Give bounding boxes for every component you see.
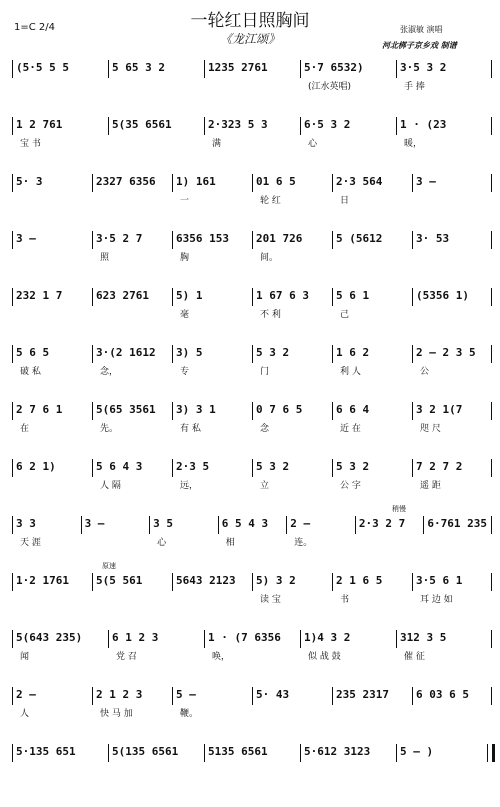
lyric: 快 马 加 bbox=[100, 709, 133, 719]
lyric: 一 bbox=[180, 196, 190, 206]
measure: 3 — bbox=[84, 517, 105, 530]
barline bbox=[108, 630, 109, 648]
barline bbox=[172, 402, 173, 420]
measure: 5·135 651 bbox=[16, 745, 76, 758]
barline bbox=[172, 573, 173, 591]
measure: 5(5 561 bbox=[96, 574, 143, 587]
barline bbox=[172, 174, 173, 192]
lyric: 宝 书 bbox=[20, 139, 41, 149]
measure: 5 6 1 bbox=[336, 289, 370, 302]
measure: 2 — 2 3 5 bbox=[416, 346, 476, 359]
measure: 6·761 235 bbox=[427, 517, 488, 530]
lyric: 照 bbox=[100, 253, 110, 263]
measure: 6356 153 bbox=[176, 232, 229, 245]
system-row bbox=[12, 622, 492, 672]
barline bbox=[491, 573, 492, 591]
measure: 1·2 1761 bbox=[16, 574, 69, 587]
notes-line bbox=[12, 58, 492, 78]
barline bbox=[204, 117, 205, 135]
measure: 6 1 2 3 bbox=[112, 631, 159, 644]
barline bbox=[396, 60, 397, 78]
lyric: 轮 红 bbox=[260, 196, 281, 206]
system-row bbox=[12, 109, 492, 159]
lyric: 心 bbox=[157, 538, 167, 548]
measure: 6 5 4 3 bbox=[221, 517, 269, 530]
lyric: 咫 尺 bbox=[420, 424, 441, 434]
barline bbox=[332, 402, 333, 420]
system-row bbox=[12, 394, 492, 444]
barline bbox=[12, 744, 13, 762]
barline bbox=[92, 573, 93, 591]
barline bbox=[252, 288, 253, 306]
barline bbox=[12, 288, 13, 306]
measure: 1)4 3 2 bbox=[304, 631, 351, 644]
measure: 01 6 5 bbox=[256, 175, 296, 188]
measure: 5(65 3561 bbox=[96, 403, 156, 416]
measure: 5135 6561 bbox=[208, 745, 268, 758]
barline bbox=[204, 60, 205, 78]
barline bbox=[396, 630, 397, 648]
lyric: 天 涯 bbox=[20, 538, 41, 548]
lyric: 毫 bbox=[180, 310, 190, 320]
measure: 3·(2 1612 bbox=[96, 346, 156, 359]
barline bbox=[412, 687, 413, 705]
measure: 5·7 6532) bbox=[304, 61, 364, 74]
barline bbox=[332, 231, 333, 249]
system-row bbox=[12, 679, 492, 729]
lyric: (江水英唱) bbox=[308, 82, 352, 92]
measure: 2 — bbox=[290, 517, 311, 530]
measure: 3 — bbox=[16, 232, 36, 245]
measure: 5643 2123 bbox=[176, 574, 236, 587]
measure: 5 3 2 bbox=[256, 346, 290, 359]
lyric: 专 bbox=[180, 367, 190, 377]
barline bbox=[12, 573, 13, 591]
measure: 5 3 2 bbox=[256, 460, 290, 473]
barline bbox=[172, 345, 173, 363]
barline bbox=[252, 687, 253, 705]
barline bbox=[12, 516, 13, 534]
lyrics-line bbox=[12, 308, 492, 322]
barline bbox=[491, 630, 492, 648]
notes-line bbox=[12, 628, 492, 648]
barline bbox=[412, 231, 413, 249]
measure: 2·3 2 7 bbox=[358, 517, 406, 530]
lyric: 遥 距 bbox=[420, 481, 441, 491]
measure: 5 (5612 bbox=[336, 232, 383, 245]
lyrics-line bbox=[12, 593, 492, 607]
measure: 1) 161 bbox=[176, 175, 216, 188]
measure: 2 1 6 5 bbox=[336, 574, 383, 587]
notes-line bbox=[12, 343, 492, 363]
barline bbox=[149, 516, 150, 534]
barline bbox=[92, 459, 93, 477]
barline bbox=[396, 117, 397, 135]
lyric: 暖， bbox=[404, 139, 423, 149]
measure: (5356 1) bbox=[416, 289, 469, 302]
barline bbox=[252, 345, 253, 363]
lyrics-line bbox=[12, 194, 492, 208]
lyric: 先。 bbox=[100, 424, 119, 434]
barline bbox=[412, 345, 413, 363]
performer-credit: 张淑敏 演唱 bbox=[400, 25, 443, 34]
barline bbox=[252, 459, 253, 477]
tempo-annotation: 原速 bbox=[102, 562, 116, 570]
barline bbox=[108, 60, 109, 78]
measure: 2·3 5 bbox=[176, 460, 210, 473]
measure: 201 726 bbox=[256, 232, 303, 245]
barline bbox=[172, 459, 173, 477]
barline bbox=[332, 573, 333, 591]
measure: 3·5 2 7 bbox=[96, 232, 143, 245]
lyrics-line bbox=[12, 251, 492, 265]
lyric: 满 bbox=[212, 139, 222, 149]
measure: 2·323 5 3 bbox=[208, 118, 268, 131]
barline bbox=[12, 60, 13, 78]
lyric: 日 bbox=[340, 196, 350, 206]
final-barline bbox=[487, 744, 495, 762]
measure: 5 6 4 3 bbox=[96, 460, 143, 473]
lyric: 破 私 bbox=[20, 367, 41, 377]
lyric: 公 bbox=[420, 367, 430, 377]
measure: 3) 5 bbox=[176, 346, 203, 359]
lyric: 读 宝 bbox=[260, 595, 281, 605]
barline bbox=[423, 516, 424, 534]
arranger-credit: 河北梆子京乡戏 制谱 bbox=[382, 41, 457, 50]
lyric: 鞭。 bbox=[180, 709, 199, 719]
barline bbox=[92, 231, 93, 249]
system-row bbox=[12, 736, 492, 786]
lyric: 近 在 bbox=[340, 424, 361, 434]
barline bbox=[491, 459, 492, 477]
barline bbox=[204, 744, 205, 762]
barline bbox=[252, 402, 253, 420]
lyric: 念 bbox=[260, 424, 270, 434]
barline bbox=[172, 288, 173, 306]
notes-line bbox=[12, 229, 492, 249]
lyrics-line bbox=[12, 650, 492, 664]
barline bbox=[300, 60, 301, 78]
lyric: 似 战 鼓 bbox=[308, 652, 341, 662]
measure: 5 65 3 2 bbox=[112, 61, 165, 74]
measure: 7 2 7 2 bbox=[416, 460, 463, 473]
barline bbox=[300, 117, 301, 135]
lyric: 心 bbox=[308, 139, 318, 149]
measure: 3 3 bbox=[16, 517, 36, 530]
system-row bbox=[12, 223, 492, 273]
notes-line bbox=[12, 172, 492, 192]
barline bbox=[491, 687, 492, 705]
measure: 312 3 5 bbox=[400, 631, 447, 644]
barline bbox=[172, 231, 173, 249]
song-title: 一轮红日照胸间 bbox=[190, 11, 310, 31]
barline bbox=[300, 744, 301, 762]
lyric: 书 bbox=[340, 595, 350, 605]
barline bbox=[108, 744, 109, 762]
measure: 1 2 761 bbox=[16, 118, 63, 131]
key-signature: 1=C bbox=[14, 22, 36, 33]
measure: 623 2761 bbox=[96, 289, 149, 302]
barline bbox=[491, 117, 492, 135]
measure: 5(135 6561 bbox=[112, 745, 179, 758]
measure: 3 — bbox=[416, 175, 436, 188]
lyric: 人 bbox=[20, 709, 30, 719]
barline bbox=[300, 630, 301, 648]
measure: 5 3 2 bbox=[336, 460, 370, 473]
system-row bbox=[12, 505, 492, 558]
lyric: 唤， bbox=[212, 652, 231, 662]
measure: 1235 2761 bbox=[208, 61, 268, 74]
measure: 5) 1 bbox=[176, 289, 203, 302]
measure: 5(35 6561 bbox=[112, 118, 172, 131]
barline bbox=[92, 402, 93, 420]
measure: 5) 3 2 bbox=[256, 574, 296, 587]
lyrics-line bbox=[12, 479, 492, 493]
notes-line bbox=[12, 742, 492, 762]
system-row bbox=[12, 451, 492, 501]
barline bbox=[172, 687, 173, 705]
measure: 3) 3 1 bbox=[176, 403, 216, 416]
barline bbox=[12, 345, 13, 363]
measure: 2·3 564 bbox=[336, 175, 383, 188]
measure: 5 — bbox=[176, 688, 196, 701]
measure: 5(643 235) bbox=[16, 631, 83, 644]
measure: 5 6 5 bbox=[16, 346, 50, 359]
measure: 5· 43 bbox=[256, 688, 290, 701]
measure: 5·612 3123 bbox=[304, 745, 371, 758]
lyric: 己 bbox=[340, 310, 350, 320]
lyric: 相 bbox=[225, 538, 235, 548]
barline bbox=[12, 117, 13, 135]
lyrics-line bbox=[12, 536, 492, 550]
lyric: 远， bbox=[180, 481, 199, 491]
lyrics-line bbox=[12, 365, 492, 379]
lyric: 公 字 bbox=[340, 481, 361, 491]
measure: 232 1 7 bbox=[16, 289, 63, 302]
barline bbox=[491, 231, 492, 249]
notes-line bbox=[12, 286, 492, 306]
notes-line bbox=[12, 571, 492, 591]
measure: 0 7 6 5 bbox=[256, 403, 303, 416]
lyrics-line bbox=[12, 137, 492, 151]
measure: 1 · (7 6356 bbox=[208, 631, 281, 644]
barline bbox=[491, 345, 492, 363]
measure: 2 — bbox=[16, 688, 36, 701]
barline bbox=[204, 630, 205, 648]
barline bbox=[412, 402, 413, 420]
barline bbox=[412, 459, 413, 477]
barline bbox=[92, 687, 93, 705]
lyric: 闻 bbox=[20, 652, 30, 662]
barline bbox=[252, 174, 253, 192]
measure: (5·5 5 5 bbox=[16, 61, 69, 74]
measure: 6 6 4 bbox=[336, 403, 370, 416]
barline bbox=[108, 117, 109, 135]
barline bbox=[491, 174, 492, 192]
barline bbox=[252, 573, 253, 591]
measure: 1 6 2 bbox=[336, 346, 370, 359]
barline bbox=[332, 687, 333, 705]
lyric: 手 捧 bbox=[404, 82, 425, 92]
barline bbox=[218, 516, 219, 534]
lyric: 人 隔 bbox=[100, 481, 121, 491]
measure: 2 7 6 1 bbox=[16, 403, 63, 416]
barline bbox=[491, 402, 492, 420]
lyric: 不 利 bbox=[260, 310, 281, 320]
tempo-annotation: 稍慢 bbox=[392, 505, 406, 513]
barline bbox=[491, 516, 492, 534]
measure: 3·5 6 1 bbox=[416, 574, 463, 587]
barline bbox=[81, 516, 82, 534]
measure: 3· 53 bbox=[416, 232, 450, 245]
lyric: 胸 bbox=[180, 253, 190, 263]
lyrics-line bbox=[12, 422, 492, 436]
lyric: 催 征 bbox=[404, 652, 425, 662]
barline bbox=[491, 60, 492, 78]
barline bbox=[92, 174, 93, 192]
barline bbox=[12, 687, 13, 705]
barline bbox=[332, 288, 333, 306]
lyrics-line bbox=[12, 764, 492, 778]
lyrics-line bbox=[12, 707, 492, 721]
barline bbox=[12, 459, 13, 477]
measure: 3·5 3 2 bbox=[400, 61, 447, 74]
lyrics-line bbox=[12, 80, 492, 94]
lyric: 在 bbox=[20, 424, 30, 434]
measure: 6 2 1) bbox=[16, 460, 56, 473]
measure: 235 2317 bbox=[336, 688, 389, 701]
measure: 6·5 3 2 bbox=[304, 118, 351, 131]
lyric: 党 召 bbox=[116, 652, 137, 662]
measure: 2327 6356 bbox=[96, 175, 156, 188]
system-row bbox=[12, 280, 492, 330]
measure: 3 5 bbox=[153, 517, 174, 530]
barline bbox=[396, 744, 397, 762]
notes-line bbox=[12, 457, 492, 477]
opera-subtitle: 《龙江颂》 bbox=[219, 32, 280, 46]
barline bbox=[12, 231, 13, 249]
system-row bbox=[12, 337, 492, 387]
barline bbox=[92, 345, 93, 363]
barline bbox=[412, 288, 413, 306]
barline bbox=[355, 516, 356, 534]
barline bbox=[12, 402, 13, 420]
notes-line bbox=[12, 685, 492, 705]
measure: 1 · (23 bbox=[400, 118, 447, 131]
barline bbox=[412, 573, 413, 591]
barline bbox=[412, 174, 413, 192]
lyric: 间。 bbox=[260, 253, 279, 263]
system-row bbox=[12, 52, 492, 102]
barline bbox=[252, 231, 253, 249]
barline bbox=[332, 459, 333, 477]
lyric: 耳 边 如 bbox=[420, 595, 453, 605]
measure: 5· 3 bbox=[16, 175, 43, 188]
lyric: 立 bbox=[260, 481, 270, 491]
barline bbox=[491, 288, 492, 306]
notes-line bbox=[12, 115, 492, 135]
measure: 2 1 2 3 bbox=[96, 688, 143, 701]
barline bbox=[332, 174, 333, 192]
barline bbox=[12, 630, 13, 648]
measure: 1 67 6 3 bbox=[256, 289, 309, 302]
measure: 3 2 1(7 bbox=[416, 403, 463, 416]
time-signature: 2/4 bbox=[38, 22, 56, 33]
measure: 5 — ) bbox=[400, 745, 434, 758]
barline bbox=[12, 174, 13, 192]
system-row bbox=[12, 562, 492, 615]
lyric: 念， bbox=[100, 367, 119, 377]
lyric: 门 bbox=[260, 367, 270, 377]
notes-line bbox=[12, 514, 492, 534]
barline bbox=[92, 288, 93, 306]
barline bbox=[332, 345, 333, 363]
system-row bbox=[12, 166, 492, 216]
lyric: 连。 bbox=[294, 538, 313, 548]
measure: 6 03 6 5 bbox=[416, 688, 469, 701]
notes-line bbox=[12, 400, 492, 420]
lyric: 利 人 bbox=[340, 367, 361, 377]
lyric: 有 私 bbox=[180, 424, 201, 434]
barline bbox=[286, 516, 287, 534]
